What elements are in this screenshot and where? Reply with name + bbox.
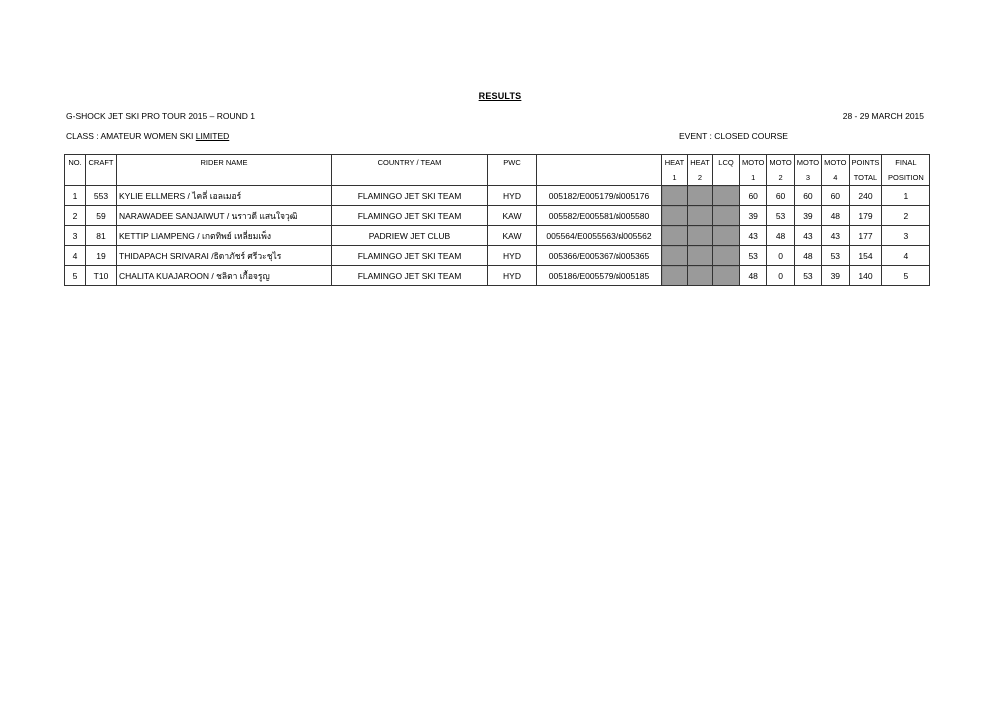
cell-rider: CHALITA KUAJAROON / ชลิตา เกื้อจรูญ	[117, 266, 332, 286]
cell-points-total: 140	[849, 266, 882, 286]
cell-no: 1	[65, 186, 86, 206]
header-points-bottom: TOTAL	[849, 170, 882, 186]
cell-team: PADRIEW JET CLUB	[332, 226, 488, 246]
cell-heat1	[662, 186, 688, 206]
cell-rider: NARAWADEE SANJAIWUT / นราวดี แสนใจวุฒิ	[117, 206, 332, 226]
cell-moto1: 39	[740, 206, 767, 226]
table-row	[65, 226, 930, 246]
cell-moto1: 43	[740, 226, 767, 246]
cell-lcq	[713, 266, 740, 286]
cell-lcq	[713, 226, 740, 246]
cell-no: 2	[65, 206, 86, 226]
cell-lcq	[713, 206, 740, 226]
header-heat2-bottom: 2	[688, 170, 713, 186]
cell-points-total: 177	[849, 226, 882, 246]
cell-pwc: KAW	[488, 226, 537, 246]
header-heat1-bottom: 1	[662, 170, 688, 186]
cell-moto2: 0	[767, 266, 794, 286]
cell-craft: 81	[86, 226, 117, 246]
cell-heat2	[688, 246, 713, 266]
cell-moto1: 60	[740, 186, 767, 206]
table-row	[65, 206, 930, 226]
cell-points-total: 179	[849, 206, 882, 226]
cell-moto3: 43	[794, 226, 821, 246]
cell-team: FLAMINGO JET SKI TEAM	[332, 266, 488, 286]
header-moto2-bottom: 2	[767, 170, 794, 186]
header-points-top: POINTS	[849, 155, 882, 171]
results-table	[64, 154, 930, 286]
cell-no: 3	[65, 226, 86, 246]
cell-heat2	[688, 266, 713, 286]
class-prefix: CLASS : AMATEUR WOMEN SKI	[66, 131, 196, 141]
cell-heat1	[662, 266, 688, 286]
header-lcq: LCQ	[713, 155, 740, 171]
header-pwc: PWC	[488, 155, 537, 186]
header-heat2-top: HEAT	[688, 155, 713, 171]
cell-team: FLAMINGO JET SKI TEAM	[332, 246, 488, 266]
header-moto3-top: MOTO	[794, 155, 821, 171]
cell-team: FLAMINGO JET SKI TEAM	[332, 186, 488, 206]
header-moto2-top: MOTO	[767, 155, 794, 171]
header-final-top: FINAL	[882, 155, 930, 171]
cell-moto1: 48	[740, 266, 767, 286]
results-title: RESULTS	[478, 91, 522, 101]
event-date: 28 - 29 MARCH 2015	[842, 111, 924, 121]
cell-heat2	[688, 226, 713, 246]
table-row	[65, 186, 930, 206]
table-row	[65, 266, 930, 286]
cell-moto4: 48	[822, 206, 849, 226]
cell-registration: 005186/E005579/ฝ005185	[537, 266, 662, 286]
cell-team: FLAMINGO JET SKI TEAM	[332, 206, 488, 226]
header-moto4-bottom: 4	[822, 170, 849, 186]
cell-moto3: 53	[794, 266, 821, 286]
cell-pwc: HYD	[488, 266, 537, 286]
cell-moto3: 48	[794, 246, 821, 266]
cell-heat1	[662, 206, 688, 226]
cell-final-position: 1	[882, 186, 930, 206]
cell-moto4: 43	[822, 226, 849, 246]
cell-lcq	[713, 246, 740, 266]
cell-moto2: 0	[767, 246, 794, 266]
cell-heat1	[662, 226, 688, 246]
header-no: NO.	[65, 155, 86, 186]
cell-moto1: 53	[740, 246, 767, 266]
cell-registration: 005582/E005581/ฝ005580	[537, 206, 662, 226]
cell-heat1	[662, 246, 688, 266]
cell-rider: KYLIE ELLMERS / ไคลี่ เอลเมอร์	[117, 186, 332, 206]
cell-heat2	[688, 186, 713, 206]
header-moto1-bottom: 1	[740, 170, 767, 186]
cell-rider: KETTIP LIAMPENG / เกตทิพย์ เหลี่ยมเพ็ง	[117, 226, 332, 246]
cell-moto4: 60	[822, 186, 849, 206]
cell-craft: T10	[86, 266, 117, 286]
cell-registration: 005182/E005179/ฝ005176	[537, 186, 662, 206]
cell-pwc: KAW	[488, 206, 537, 226]
cell-moto2: 48	[767, 226, 794, 246]
cell-craft: 553	[86, 186, 117, 206]
cell-final-position: 2	[882, 206, 930, 226]
cell-pwc: HYD	[488, 246, 537, 266]
header-final-bottom: POSITION	[882, 170, 930, 186]
cell-no: 4	[65, 246, 86, 266]
cell-final-position: 5	[882, 266, 930, 286]
cell-craft: 19	[86, 246, 117, 266]
cell-no: 5	[65, 266, 86, 286]
cell-heat2	[688, 206, 713, 226]
event-type: EVENT : CLOSED COURSE	[679, 131, 788, 141]
header-heat1-top: HEAT	[662, 155, 688, 171]
header-rider: RIDER NAME	[117, 155, 332, 186]
cell-points-total: 240	[849, 186, 882, 206]
class-label	[66, 131, 229, 141]
cell-registration: 005366/E005367/ฝ005365	[537, 246, 662, 266]
cell-final-position: 3	[882, 226, 930, 246]
header-country: COUNTRY / TEAM	[332, 155, 488, 186]
header-moto3-bottom: 3	[794, 170, 821, 186]
header-registration	[537, 155, 662, 186]
cell-moto3: 60	[794, 186, 821, 206]
cell-final-position: 4	[882, 246, 930, 266]
header-lcq-bottom	[713, 170, 740, 186]
cell-lcq	[713, 186, 740, 206]
cell-moto2: 60	[767, 186, 794, 206]
cell-moto4: 53	[822, 246, 849, 266]
table-header-row	[65, 155, 930, 171]
cell-points-total: 154	[849, 246, 882, 266]
cell-craft: 59	[86, 206, 117, 226]
event-name: G-SHOCK JET SKI PRO TOUR 2015 – ROUND 1	[66, 111, 255, 121]
cell-rider: THIDAPACH SRIVARAI /ธิดาภัชร์ ศรีวะชุไร	[117, 246, 332, 266]
table-row	[65, 246, 930, 266]
cell-moto2: 53	[767, 206, 794, 226]
cell-moto4: 39	[822, 266, 849, 286]
cell-registration: 005564/E0055563/ฝ005562	[537, 226, 662, 246]
cell-moto3: 39	[794, 206, 821, 226]
class-limited: LIMITED	[195, 131, 230, 141]
cell-pwc: HYD	[488, 186, 537, 206]
header-moto4-top: MOTO	[822, 155, 849, 171]
header-moto1-top: MOTO	[740, 155, 767, 171]
header-craft: CRAFT	[86, 155, 117, 186]
